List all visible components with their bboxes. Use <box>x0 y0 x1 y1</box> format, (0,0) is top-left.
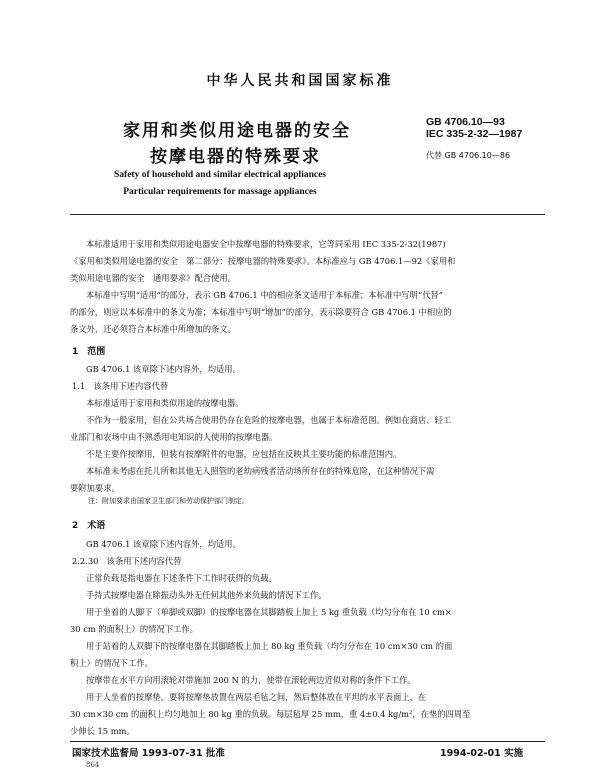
iec-number: IEC 335-2-32—1987 <box>426 128 523 140</box>
header-rule <box>70 214 545 215</box>
section1-line3: 业部门和农场中由不熟悉用电知识的人使用的按摩电器。 <box>70 432 278 442</box>
intro-p2-line3: 条文外，还必须符合本标准中所增加的条文。 <box>70 324 236 334</box>
section1-note: 注：附加要求由国家卫生部门和劳动保护部门制定。 <box>88 497 249 505</box>
page-number: 864 <box>86 761 100 769</box>
implementation-date: 1994-02-01 实施 <box>440 748 524 759</box>
intro-p1-line1: 本标准适用于家用和类似用途电器安全中按摩电器的特殊要求，它等同采用 IEC 335-2-32(1987) <box>86 239 446 249</box>
approval-date: 国家技术监督局 1993-07-31 批准 <box>72 748 225 759</box>
section2-line10: 少伸长 15 mm。 <box>70 726 135 736</box>
title-en-line2: Particular requirements for massage appliances <box>123 187 317 197</box>
section2-sub-heading: 2.2.30 该条用下述内容代替 <box>72 556 182 566</box>
title-cn-line2: 按摩电器的特殊要求 <box>150 147 321 167</box>
section1-line6: 要附加要求。 <box>70 483 120 493</box>
intro-p1-line2: 《家用和类似用途电器的安全 第二部分：按摩电器的特殊要求》。本标准应与 GB 4706.1—92《家用和 <box>70 256 456 266</box>
section1-sub-heading: 1.1 该条用下述内容代替 <box>72 381 169 391</box>
section2-heading: 2 术语 <box>72 521 106 531</box>
section2-statement: GB 4706.1 该章除下述内容外，均适用。 <box>86 539 241 549</box>
national-standard-heading: 中华人民共和国国家标准 <box>206 73 394 89</box>
section2-line2: 手持式按摩电器在除振动头外无任何其他外来负载的情况下工作。 <box>86 590 327 600</box>
section1-line1: 本标准适用于家用和类似用途的按摩电器。 <box>86 398 244 408</box>
intro-p2-line2: 的部分，则应以本标准中的条文为准；本标准中写明“增加”的部分，表示除要符合 GB 4706.1 中相应的 <box>70 307 452 317</box>
intro-p2-line1: 本标准中写明“适用”的部分，表示 GB 4706.1 中的相应条文适用于本标准；本标准中写明“代替” <box>86 290 444 300</box>
section1-heading: 1 范围 <box>72 347 106 357</box>
section2-line8: 用于人坐着的按摩垫，要将按摩垫放置在两层毛毡之间，然后整体放在平坦的水平表面上，在 <box>86 692 427 702</box>
section2-line6: 积上）的情况下工作。 <box>70 658 153 668</box>
section2-line5: 用于站着的人双脚下的按摩电器在其脚踏板上加上 80 kg 重负载（均匀分布在 10 cm×30 cm 的面 <box>86 641 453 651</box>
title-cn-line1: 家用和类似用途电器的安全 <box>123 121 351 141</box>
section2-line9: 30 cm×30 cm 的面积上均匀地加上 80 kg 重的负载。每层毡厚 25 mm，重 4±0.4 kg/m²，在垫的四周至 <box>70 709 471 719</box>
standard-number: GB 4706.10—93 <box>426 116 505 128</box>
section1-line5: 本标准未考虑在托儿所和其他无人照管的老幼病残者活动场所存在的特殊危险，在这种情况下需 <box>86 466 435 476</box>
section1-scope-statement: GB 4706.1 该章除下述内容外，均适用。 <box>86 364 241 374</box>
replaces-standard: 代替 GB 4706.10—86 <box>426 151 511 160</box>
section2-line1: 正常负载是指电器在下述条件下工作时获得的负载。 <box>86 573 277 583</box>
section1-line4: 不是主要作按摩用，但装有按摩附件的电器，应包括在反映其主要功能的标准范围内。 <box>86 449 402 459</box>
footer-rule <box>70 741 545 742</box>
intro-p1-line3: 类似用途电器的安全 通用要求》配合使用。 <box>70 273 236 283</box>
section1-line2: 不作为一般家用，但在公共场合使用仍存在危险的按摩电器，也属于本标准范围。例如在商店、轻工 <box>86 415 452 425</box>
section2-line7: 按摩带在水平方向用滚轮对带施加 200 N 的力，使带在滚轮两边近似对称的条件下工作。 <box>86 675 416 685</box>
title-en-line1: Safety of household and similar electrical appliances <box>114 170 326 180</box>
section2-line3: 用于坐着的人脚下（单脚或双脚）的按摩电器在其脚踏板上加上 5 kg 重负载（均匀分布在 10 cm× <box>86 607 452 617</box>
section2-line4: 30 cm 的面积上）的情况下工作。 <box>70 624 198 634</box>
